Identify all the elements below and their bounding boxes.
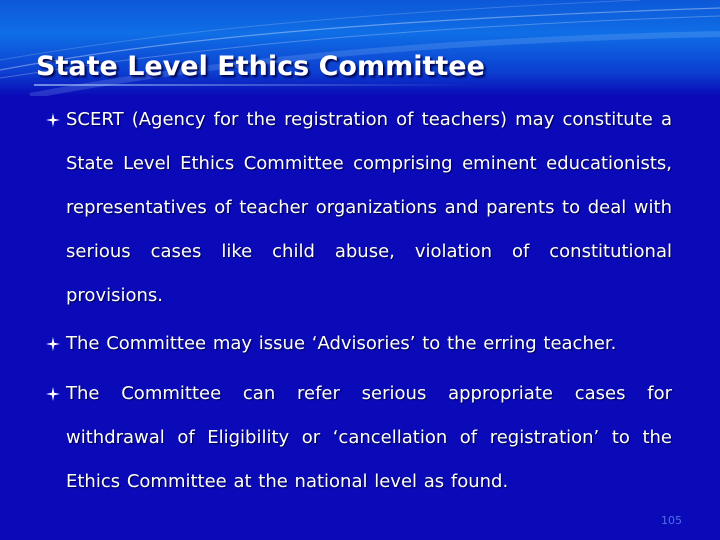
bullet-item [46, 322, 672, 366]
sparkle-bullet-icon [46, 387, 60, 401]
page-number: 105 [661, 514, 682, 527]
title-underline [34, 84, 474, 86]
bullet-item [46, 372, 672, 504]
slide-title: State Level Ethics Committee [36, 51, 485, 82]
bullet-text: The Committee can refer serious appropriate cases for withdrawal of Eligibility or ‘cancellation of registration’ to the Ethics Committee at the national level as found. [66, 383, 672, 492]
bullet-item [46, 98, 672, 318]
bullet-list [46, 98, 672, 504]
bullet-text: The Committee may issue ‘Advisories’ to the erring teacher. [66, 333, 617, 354]
sparkle-bullet-icon [46, 113, 60, 127]
sparkle-bullet-icon [46, 337, 60, 351]
bullet-text: SCERT (Agency for the registration of teachers) may constitute a State Level Ethics Committee comprising eminent educationists, representatives of teacher organizations and parents to deal with serious cases like child abuse, violation of constitutional provisions. [66, 109, 672, 306]
